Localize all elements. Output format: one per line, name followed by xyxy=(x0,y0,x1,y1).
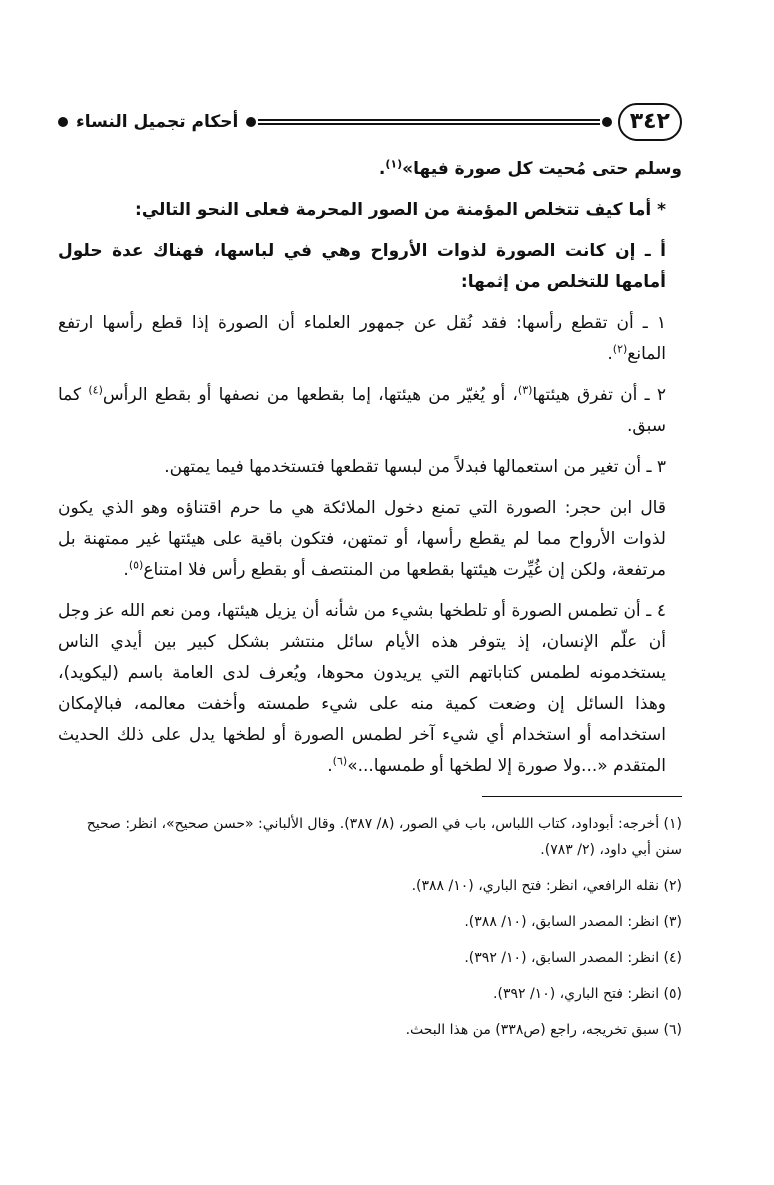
footnote: (٦) سبق تخريجه، راجع (ص٣٣٨) من هذا البحث. xyxy=(405,1022,682,1038)
header-dot-icon xyxy=(246,117,256,127)
footnote-separator xyxy=(482,796,682,797)
main-text xyxy=(58,154,682,782)
page-header xyxy=(58,98,682,146)
header-dot-icon xyxy=(602,117,612,127)
paragraph xyxy=(58,308,682,370)
paragraph xyxy=(58,596,682,782)
paragraph-text: ١ ـ أن تقطع رأسها: فقد نُقل عن جمهور العلماء أن الصورة إذا قطع رأسها ارتفع المانع xyxy=(58,313,666,364)
footnote-marker: (٤) xyxy=(88,383,103,397)
paragraph-text: قال ابن حجر: الصورة التي تمنع دخول الملائكة هي ما حرم اقتناؤه وهو الذي يكون لذوات الأرواح مما لم يقطع رأسها، أو تمتهن، فتكون باقية على هيئتها غير ممتهنة بل مرتفعة، ولكن إن غُيِّرت هيئتها بقطعها من المنتصف أو بقطع رأس فلا امتناع xyxy=(58,498,666,580)
paragraph-tail: . xyxy=(378,159,386,179)
paragraph-tail: . xyxy=(123,560,129,580)
footnote: (١) أخرجه: أبوداود، كتاب اللباس، باب في الصور، (٨/ ٣٨٧). وقال الألباني: «حسن صحيح»، انظر: صحيح سنن أبي داود، (٢/ ٧٨٣). xyxy=(86,816,682,858)
page xyxy=(58,98,682,1053)
paragraph-text: ٣ ـ أن تغير من استعمالها فبدلاً من لبسها تقطعها فتستخدمها فيما يمتهن. xyxy=(164,457,666,477)
page-number: ٣٤٢ xyxy=(618,103,682,141)
footnote: (٣) انظر: المصدر السابق، (١٠/ ٣٨٨). xyxy=(464,914,682,930)
paragraph xyxy=(58,452,682,483)
footnotes xyxy=(58,811,682,1043)
footnote-marker: (٢) xyxy=(612,342,628,356)
header-rule xyxy=(258,119,599,125)
paragraph xyxy=(58,493,682,586)
paragraph-tail: ، أو يُغيّر من هيئتها، إما بقطعها من نصفها أو بقطع الرأس xyxy=(102,385,518,405)
paragraph-text: وسلم حتى مُحيت كل صورة فيها» xyxy=(402,159,682,179)
paragraph-tail: . xyxy=(327,756,333,776)
paragraph xyxy=(58,154,682,185)
footnote: (٥) انظر: فتح الباري، (١٠/ ٣٩٢). xyxy=(493,986,682,1002)
running-title: أحكام تجميل النساء xyxy=(76,112,239,132)
footnote-marker: (١) xyxy=(385,157,403,171)
paragraph-text: * أما كيف تتخلص المؤمنة من الصور المحرمة فعلى النحو التالي: xyxy=(135,200,666,220)
paragraph-tail: . xyxy=(607,344,613,364)
paragraph-text: أ ـ إن كانت الصورة لذوات الأرواح وهي في لباسها، فهناك عدة حلول أمامها للتخلص من إثمها: xyxy=(58,241,666,292)
footnote-marker: (٣) xyxy=(517,383,533,397)
footnote-marker: (٥) xyxy=(128,558,144,572)
paragraph-text: ٢ ـ أن تفرق هيئتها xyxy=(532,385,666,405)
header-dot-icon xyxy=(58,117,68,127)
paragraph xyxy=(58,236,682,298)
paragraph xyxy=(58,380,682,442)
footnote-marker: (٦) xyxy=(332,754,348,768)
footnote: (٤) انظر: المصدر السابق، (١٠/ ٣٩٢). xyxy=(464,950,682,966)
footnote: (٢) نقله الرافعي، انظر: فتح الباري، (١٠/ ٣٨٨). xyxy=(411,878,682,894)
paragraph-tail: كما سبق. xyxy=(58,385,666,436)
paragraph xyxy=(58,195,682,226)
paragraph-text: ٤ ـ أن تطمس الصورة أو تلطخها بشيء من شأنه أن يزيل هيئتها، ومن نعم الله عز وجل أن علّم الإنسان، إذ يتوفر هذه الأيام سائل منتشر بشكل كبير بين أيدي الناس يستخدمونه لطمس كتاباتهم التي يريدون محوها، ويُعرف لدى العامة باسم (ليكويد)، وهذا السائل إن وضعت كمية منه على شيء طمسته وأخفت معالمه، فبالإمكان استخدامه أو استخدام أي شيء آخر لطمس الصورة أو لطخها يدل على ذلك الحديث المتقدم «...ولا صورة إلا لطخها أو طمسها...» xyxy=(58,601,666,776)
